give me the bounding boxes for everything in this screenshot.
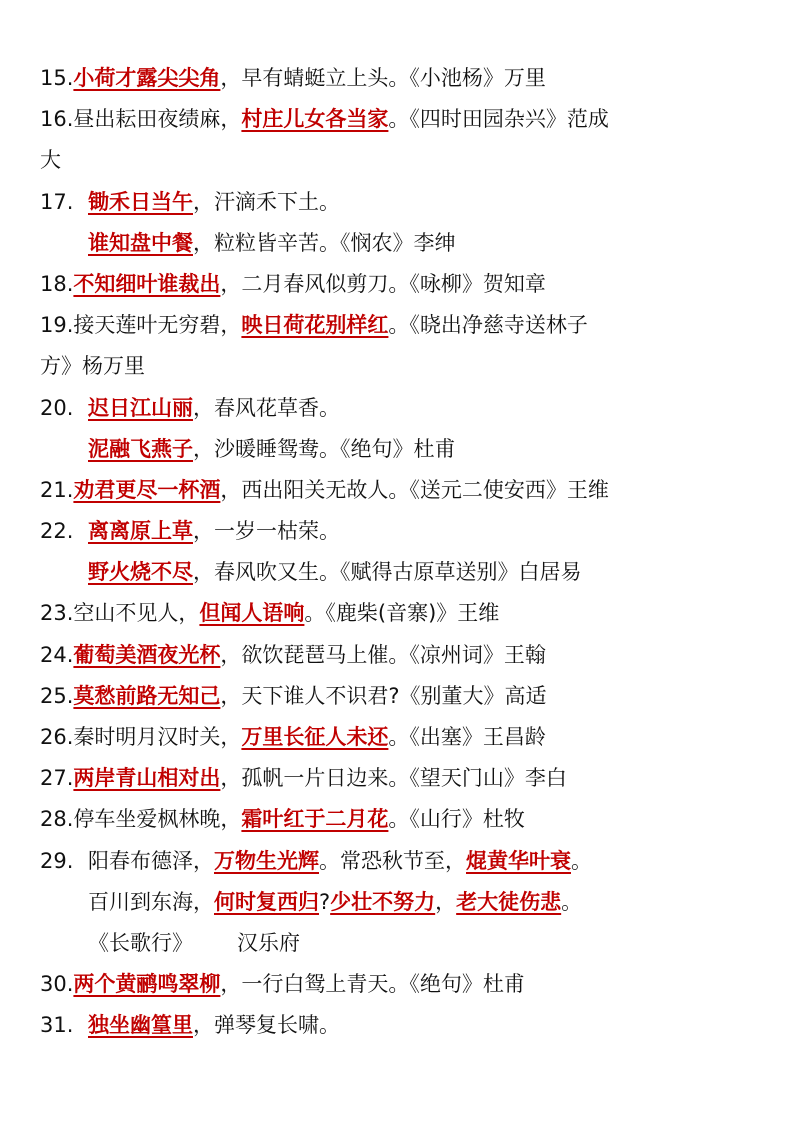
verse-text: 空山不见人，: [73, 601, 200, 626]
poem-line: [40, 1005, 757, 1046]
verse-text: ，西出阳关无故人。《送元二使安西》王维: [220, 477, 609, 502]
highlighted-verse: 迟日江山丽: [88, 395, 193, 420]
line-number: 31.: [40, 1013, 74, 1038]
verse-text: ，汗滴禾下土。: [193, 189, 340, 214]
poem-line: [40, 470, 757, 511]
poem-line: [40, 882, 757, 923]
verse-text: 。常恐秋节至，: [319, 848, 466, 873]
highlighted-verse: 村庄儿女各当家: [241, 107, 389, 132]
verse-text: ?: [319, 889, 331, 914]
line-number: 29.: [40, 848, 74, 873]
highlighted-verse: 两岸青山相对出: [73, 766, 221, 791]
verse-text: ，早有蜻蜓立上头。《小池杨》万里: [220, 66, 546, 90]
verse-text: ，粒粒皆辛苦。《悯农》李绅: [193, 230, 456, 255]
highlighted-verse: 何时复西归: [214, 889, 319, 914]
highlighted-verse: 但闻人语响: [199, 601, 305, 626]
poem-line: [40, 388, 757, 429]
highlighted-verse: 谁知盘中餐: [88, 230, 193, 255]
verse-text: 接天莲叶无穷碧，: [73, 313, 242, 338]
poem-line: [40, 58, 757, 99]
line-number: 30.: [40, 972, 74, 997]
highlighted-verse: 莫愁前路无知己: [73, 683, 221, 708]
highlighted-verse: 独坐幽篁里: [88, 1013, 193, 1038]
highlighted-verse: 万里长征人未还: [241, 725, 389, 749]
verse-text: 。《山行》杜牧: [388, 807, 525, 832]
verse-text: ，春风吹又生。《赋得古原草送别》白居易: [193, 560, 582, 585]
verse-text: 《长歌行》: [88, 930, 193, 955]
line-number: 15.: [40, 66, 74, 90]
line-number: 23.: [40, 601, 74, 626]
poem-line: [40, 593, 757, 634]
poem-line: [40, 429, 757, 470]
poem-line: [40, 841, 757, 882]
highlighted-verse: 老大徒伤悲: [456, 889, 562, 914]
verse-text: 。《鹿柴(音寨)》王维: [304, 601, 500, 626]
line-number: 27.: [40, 766, 74, 791]
verse-text: ，二月春风似剪刀。《咏柳》贺知章: [220, 271, 546, 296]
line-number: 24.: [40, 642, 74, 667]
verse-text: 汉乐府: [237, 930, 300, 955]
highlighted-verse: 劝君更尽一杯酒: [73, 477, 221, 502]
verse-text: ，一行白鸳上青天。《绝句》杜甫: [220, 972, 525, 997]
verse-text: ，沙暖睡鸳鸯。《绝句》杜甫: [193, 436, 456, 461]
poem-line: [40, 799, 757, 840]
line-number: 28.: [40, 807, 74, 832]
highlighted-verse: 不知细叶谁裁出: [73, 271, 221, 296]
line-number: 20.: [40, 395, 74, 420]
highlighted-verse: 少壮不努力: [330, 889, 436, 914]
verse-text: ，欲饮琵琶马上催。《凉州词》王翰: [220, 642, 546, 667]
line-number: 17.: [40, 189, 74, 214]
verse-text: 。《晓出净慈寺送林子: [388, 313, 588, 338]
highlighted-verse: 两个黄鹂鸣翠柳: [73, 972, 221, 997]
highlighted-verse: 泥融飞燕子: [88, 436, 193, 461]
line-number: 22.: [40, 519, 74, 544]
line-number: 21.: [40, 477, 74, 502]
verse-text: 方》杨万里: [40, 354, 145, 379]
verse-text: 阳春布德泽，: [88, 848, 214, 873]
verse-text: 。《出塞》王昌龄: [388, 725, 546, 749]
highlighted-verse: 小荷才露尖尖角: [73, 66, 221, 90]
verse-text: ，弹琴复长啸。: [193, 1013, 340, 1038]
verse-text: 大: [40, 148, 61, 173]
poem-line: [40, 635, 757, 676]
highlighted-verse: 野火烧不尽: [88, 560, 193, 585]
highlighted-verse: 葡萄美酒夜光杯: [73, 642, 221, 667]
line-number: 25.: [40, 683, 74, 708]
highlighted-verse: 焜黄华叶衰: [466, 848, 571, 873]
verse-text: 。: [561, 889, 583, 914]
verse-text: ，春风花草香。: [193, 395, 340, 420]
poem-line: [40, 552, 757, 593]
verse-text: 昼出耘田夜绩麻，: [73, 107, 242, 132]
highlighted-verse: 霜叶红于二月花: [241, 807, 389, 832]
verse-text: ，孤帆一片日边来。《望天门山》李白: [220, 766, 567, 791]
line-number: 16.: [40, 107, 74, 132]
poem-line: [40, 346, 757, 387]
poem-line: [40, 964, 757, 1005]
verse-text: ，: [435, 889, 457, 914]
poem-line: [40, 99, 757, 140]
verse-text: 。: [571, 848, 592, 873]
highlighted-verse: 离离原上草: [88, 519, 193, 544]
line-number: 18.: [40, 271, 74, 296]
poem-line: [40, 264, 757, 305]
poem-line: [40, 305, 757, 346]
verse-text: ，一岁一枯荣。: [193, 519, 340, 544]
verse-text: 。《四时田园杂兴》范成: [388, 107, 609, 132]
verse-text: ，天下谁人不识君?《别董大》高适: [220, 683, 547, 708]
line-number: 26.: [40, 725, 74, 749]
poem-line: [40, 923, 757, 964]
highlighted-verse: 万物生光辉: [214, 848, 319, 873]
line-number: 19.: [40, 313, 74, 338]
verse-text: 停车坐爱枫林晚，: [73, 807, 242, 832]
poem-line: [40, 182, 757, 223]
highlighted-verse: 映日荷花别样红: [241, 313, 389, 338]
poem-line: [40, 140, 757, 181]
poem-line: [40, 223, 757, 264]
poem-line: [40, 758, 757, 799]
highlighted-verse: 锄禾日当午: [88, 189, 193, 214]
poem-line: [40, 511, 757, 552]
verse-text: 百川到东海，: [88, 889, 214, 914]
verse-text: 秦时明月汉时关，: [73, 725, 242, 749]
poem-line: [40, 676, 757, 717]
poem-line: [40, 717, 757, 758]
